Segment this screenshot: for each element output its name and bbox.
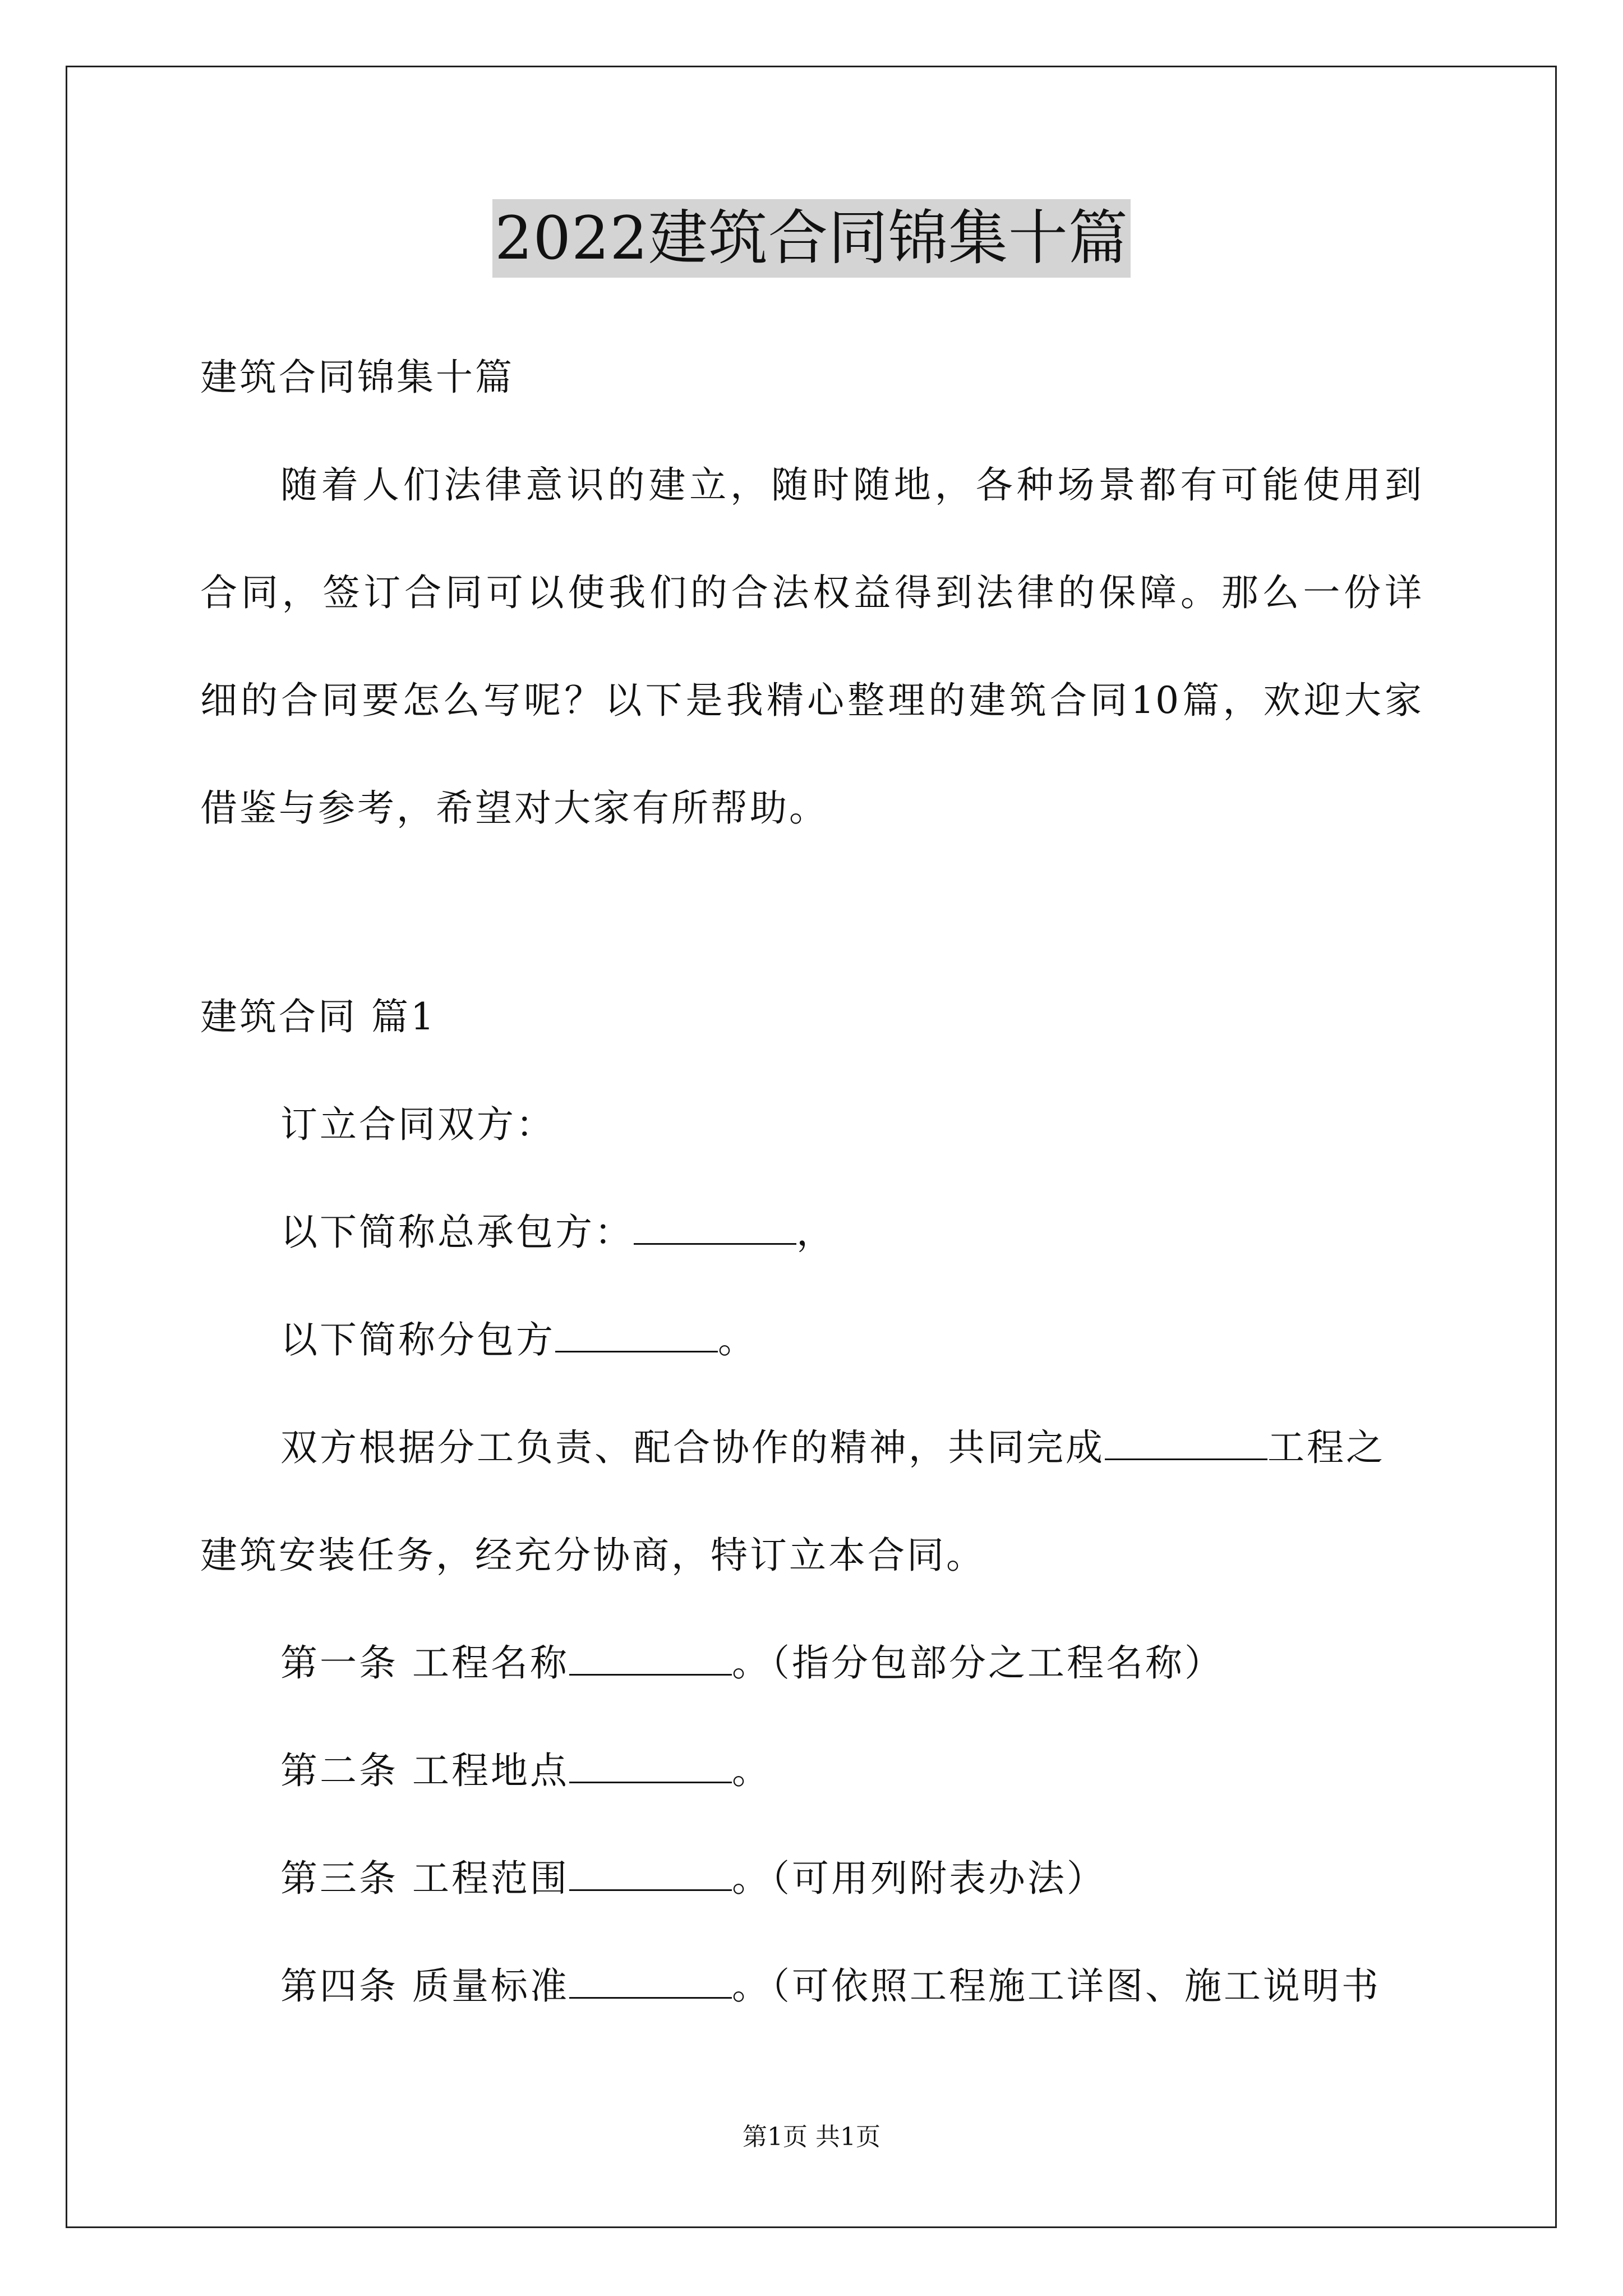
article-1-note: 。（指分包部分之工程名称） (731, 1641, 1224, 1685)
article-3-blank[interactable] (569, 1855, 732, 1891)
article-2-label: 第二条 工程地点 (280, 1749, 569, 1792)
agreement-line-2: 建筑安装任务，经充分协商，特订立本合同。 (200, 1534, 985, 1577)
section-heading: 建筑合同 篇1 (200, 995, 436, 1038)
page-footer: 第1页 共1页 (743, 2123, 880, 2151)
article-3 (280, 1853, 1106, 1904)
title-container (0, 199, 1623, 278)
article-2-note: 。 (731, 1749, 771, 1792)
article-4 (280, 1961, 1381, 2012)
subcontractor-label: 以下简称分包方 (280, 1318, 555, 1361)
article-4-blank[interactable] (569, 1962, 732, 1999)
general-contractor-line (280, 1207, 836, 1258)
subcontractor-line (280, 1315, 757, 1365)
article-2-blank[interactable] (569, 1747, 732, 1783)
agreement-suffix: 工程之 (1267, 1426, 1385, 1469)
agreement-line-1 (280, 1423, 1385, 1473)
general-contractor-blank[interactable] (634, 1208, 796, 1245)
intro-line-2: 合同，签订合同可以使我们的合法权益得到法律的保障。那么一份详 (200, 571, 1423, 614)
article-3-note: 。（可用列附表办法） (731, 1857, 1106, 1900)
intro-line-3: 细的合同要怎么写呢？以下是我精心整理的建筑合同10篇，欢迎大家 (200, 679, 1423, 722)
article-3-label: 第三条 工程范围 (280, 1857, 569, 1900)
general-contractor-suffix: ， (796, 1211, 836, 1254)
parties-heading: 订立合同双方： (280, 1103, 555, 1146)
subcontractor-suffix: 。 (718, 1318, 757, 1361)
document-subtitle: 建筑合同锦集十篇 (200, 356, 514, 399)
subcontractor-blank[interactable] (555, 1316, 718, 1352)
project-name-blank[interactable] (1105, 1424, 1267, 1460)
article-2 (280, 1746, 771, 1796)
article-1 (280, 1638, 1224, 1688)
intro-line-4: 借鉴与参考，希望对大家有所帮助。 (200, 786, 828, 830)
article-4-label: 第四条 质量标准 (280, 1964, 569, 2008)
general-contractor-label: 以下简称总承包方： (280, 1211, 634, 1254)
article-1-label: 第一条 工程名称 (280, 1641, 569, 1685)
article-4-note: 。（可依照工程施工详图、施工说明书 (731, 1964, 1381, 2008)
document-title: 2022建筑合同锦集十篇 (492, 199, 1131, 278)
agreement-text: 双方根据分工负责、配合协作的精神，共同完成 (280, 1426, 1105, 1469)
article-1-blank[interactable] (569, 1639, 732, 1676)
intro-line-1: 随着人们法律意识的建立，随时随地，各种场景都有可能使用到 (280, 463, 1423, 507)
